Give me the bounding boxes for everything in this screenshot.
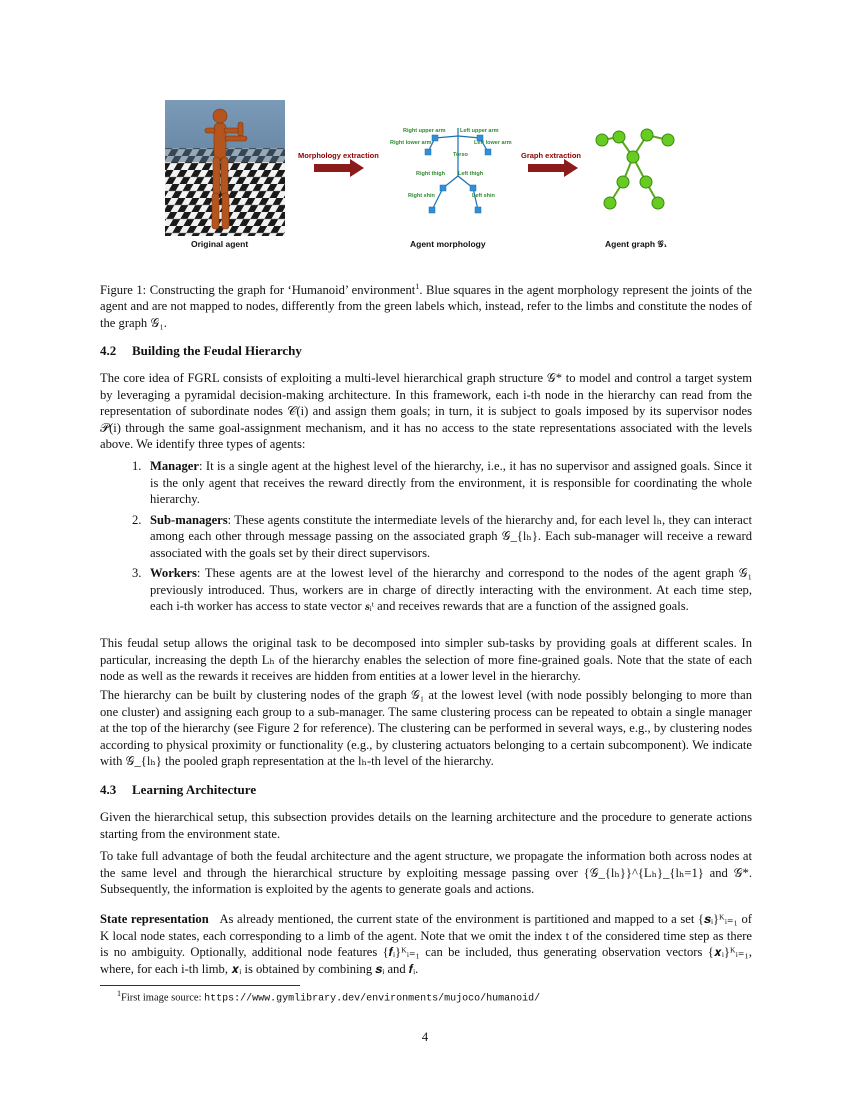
footnote-rule xyxy=(100,985,300,986)
morphology-diagram xyxy=(395,122,540,217)
morphology-arrow-icon xyxy=(314,159,364,177)
list-item: 2. Sub-managers: These agents constitute the intermediate levels of the hierarchy and, for each level lₕ, they can interact among each other through message passing on the associated graph 𝒢_{lₕ}. Each sub-manager will receive a reward associated with the goals set by their direct supervisors. xyxy=(132,512,752,560)
paragraph: The hierarchy can be built by clustering nodes of the graph 𝒢₁ at the lowest level (with node possibly belonging to more than one cluster) and assigning each group to a sub-manager. The same clustering process can be repeated to obtain a single manager at the top of the hierarchy (see Figure 2 for reference). The clustering can be performed in several ways, e.g., by clustering nodes according to physical proximity or functionality (e.g., by clustering actuators belonging to a certain subcomponent). We indicate with 𝒢_{lₕ} the pooled graph representation at the lₕ-th level of the hierarchy. xyxy=(100,688,752,768)
label-right-thigh: Right thigh xyxy=(416,171,446,177)
label-torso: Torso xyxy=(453,152,468,158)
agent-types-list xyxy=(100,458,752,619)
graph-arrow-icon xyxy=(528,159,578,177)
label-left-shin: Left shin xyxy=(472,193,495,199)
paragraph: To take full advantage of both the feudal architecture and the agent structure, we propagate the information both across nodes at the same level and through the hierarchical structure by exploiting message passing over {𝒢_{lₕ}}^{Lₕ}_{lₕ=1} and 𝒢*. Subsequently, the information is exploited by the agents to generate goals and actions. xyxy=(100,849,752,896)
paragraph: The core idea of FGRL consists of exploiting a multi-level hierarchical graph structure 𝒢* to model and control a target system by leveraging a pyramidal decision-making architecture. In this framework, each i-th node in the hierarchy can read from the representation of subordinate nodes 𝒞(i) and assign them goals; in turn, it is subject to goals imposed by its supervisor nodes 𝒫(i) through the same goal-assignment mechanism, and it has no access to the state representations associated with the levels above. We identify three types of agents: xyxy=(100,371,752,451)
list-item: 3. Workers: These agents are at the lowest level of the hierarchy and correspond to the nodes of the agent graph 𝒢₁ previously introduced. Thus, workers are in charge of directly interacting with the environment. At each time step, each i-th worker has access to state vector 𝒔ᵢᵗ and receives rewards that are a function of the assigned goals. xyxy=(132,566,752,613)
section-heading-4-2: 4.2 Building the Feudal Hierarchy xyxy=(100,343,302,358)
label-original-agent: Original agent xyxy=(191,239,249,249)
graph-extraction-label: Graph extraction xyxy=(521,151,582,160)
paragraph: State representation As already mentioned, the current state of the environment is partitioned and mapped to a set {𝒔ᵢ}ᴷᵢ₌₁ of K local node states, each corresponding to a limb of the agent. Note that we omit the index t of the considered time step as there is no ambiguity. Optionally, additional node features {𝒇ᵢ}ᴷᵢ₌₁ can be included, thus generating observation vectors {𝒙ᵢ}ᴷᵢ₌₁, where, for each i-th limb, 𝒙ᵢ is obtained by combining 𝒔ᵢ and 𝒇ᵢ. xyxy=(100,912,752,976)
agent-graph xyxy=(590,125,680,215)
label-right-lower-arm: Right lower arm xyxy=(390,140,432,146)
label-left-thigh: Left thigh xyxy=(458,171,484,177)
morphology-extraction-label: Morphology extraction xyxy=(298,151,379,160)
label-agent-morphology: Agent morphology xyxy=(410,239,486,249)
figure-1 xyxy=(100,100,750,260)
list-item: 1. Manager: It is a single agent at the highest level of the hierarchy, i.e., it has no supervisor and assigned goals. Since it is the only agent that receives the reward directly from the environment, it is responsible for coordinating the whole hierarchy. xyxy=(132,459,752,506)
paragraph: This feudal setup allows the original task to be decomposed into simpler sub-tasks by providing goals at different scales. In particular, increasing the depth Lₕ of the hierarchy enables the selection of more fine-grained goals. Note that the state of each node as well as the rewards it receives are hidden from entities at a lower level in the hierarchy. xyxy=(100,636,752,683)
paragraph: Given the hierarchical setup, this subsection provides details on the learning architecture and the procedure to generate actions starting from the environment state. xyxy=(100,810,752,841)
section-heading-4-3: 4.3 Learning Architecture xyxy=(100,782,257,797)
label-right-shin: Right shin xyxy=(408,193,435,199)
figure-caption: Figure 1: Constructing the graph for ‘Humanoid’ environment$^1$. Blue squares in the agent morphology represent the joints of the agent and are not mapped to nodes, differently from the green labels which, instead, refer to the limbs and constitute the nodes of the graph 𝒢₁. xyxy=(100,281,753,330)
state-representation-heading: State representation xyxy=(100,912,209,926)
footnote-link[interactable]: https://www.gymlibrary.dev/environments/mujoco/humanoid/ xyxy=(204,993,541,1005)
label-right-upper-arm: Right upper arm xyxy=(403,128,446,134)
page-number: 4 xyxy=(421,1030,429,1044)
humanoid-image xyxy=(165,100,285,236)
label-left-lower-arm: Left lower arm xyxy=(474,140,512,146)
footnote: $^1$First image source: https://www.gymlibrary.dev/environments/mujoco/humanoid/ xyxy=(117,989,541,1005)
label-left-upper-arm: Left upper arm xyxy=(460,128,499,134)
label-agent-graph: Agent graph 𝒢₁ xyxy=(605,239,667,249)
